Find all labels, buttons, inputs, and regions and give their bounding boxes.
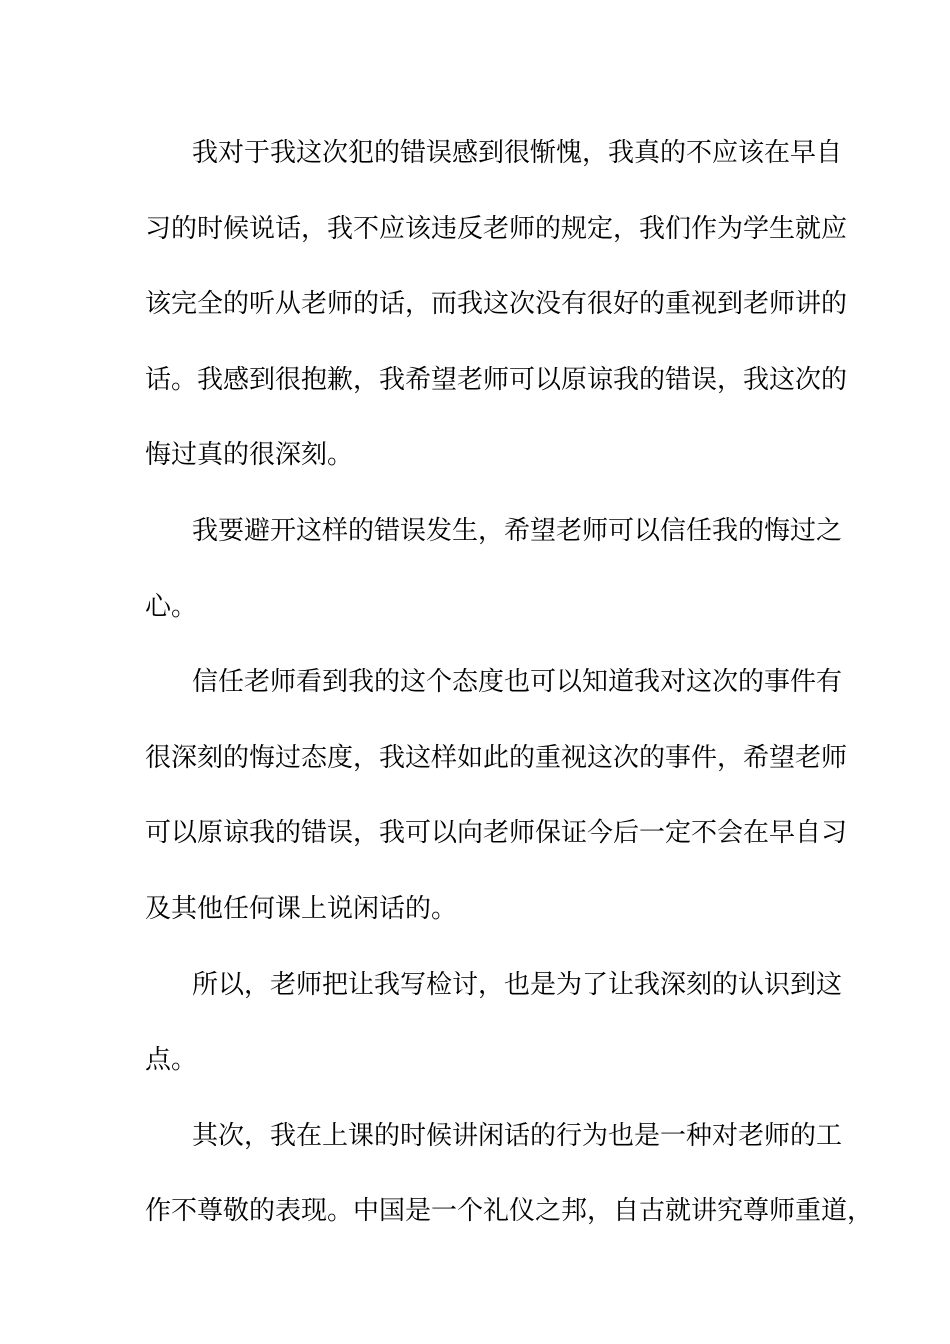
paragraph-4-line-1: 所以，老师把让我写检讨，也是为了让我深刻的认识到这	[192, 969, 843, 1000]
paragraph-1-line-1: 我对于我这次犯的错误感到很惭愧，我真的不应该在早自	[192, 138, 843, 168]
paragraph-4-line-2: 点。	[145, 1045, 198, 1076]
paragraph-1-line-2: 习的时候说话，我不应该违反老师的规定，我们作为学生就应	[145, 213, 848, 244]
paragraph-5-line-1: 其次，我在上课的时候讲闲话的行为也是一种对老师的工	[192, 1120, 843, 1151]
paragraph-3-line-2: 很深刻的悔过态度，我这样如此的重视这次的事件，希望老师	[145, 742, 848, 773]
paragraph-3-line-3: 可以原谅我的错误，我可以向老师保证今后一定不会在早自习	[145, 818, 848, 849]
paragraph-3-line-4: 及其他任何课上说闲话的。	[145, 893, 458, 924]
paragraph-1-line-5: 悔过真的很深刻。	[145, 440, 354, 471]
document-body	[145, 134, 874, 1268]
paragraph-2-line-2: 心。	[145, 591, 198, 622]
paragraph-2-line-1: 我要避开这样的错误发生，希望老师可以信任我的悔过之	[192, 515, 843, 546]
paragraph-5-line-2: 作不尊敬的表现。中国是一个礼仪之邦，自古就讲究尊师重道，	[145, 1196, 874, 1227]
paragraph-1-line-3: 该完全的听从老师的话，而我这次没有很好的重视到老师讲的	[145, 289, 848, 320]
paragraph-3-line-1: 信任老师看到我的这个态度也可以知道我对这次的事件有	[192, 667, 843, 698]
paragraph-1-line-4: 话。我感到很抱歉，我希望老师可以原谅我的错误，我这次的	[145, 364, 848, 395]
